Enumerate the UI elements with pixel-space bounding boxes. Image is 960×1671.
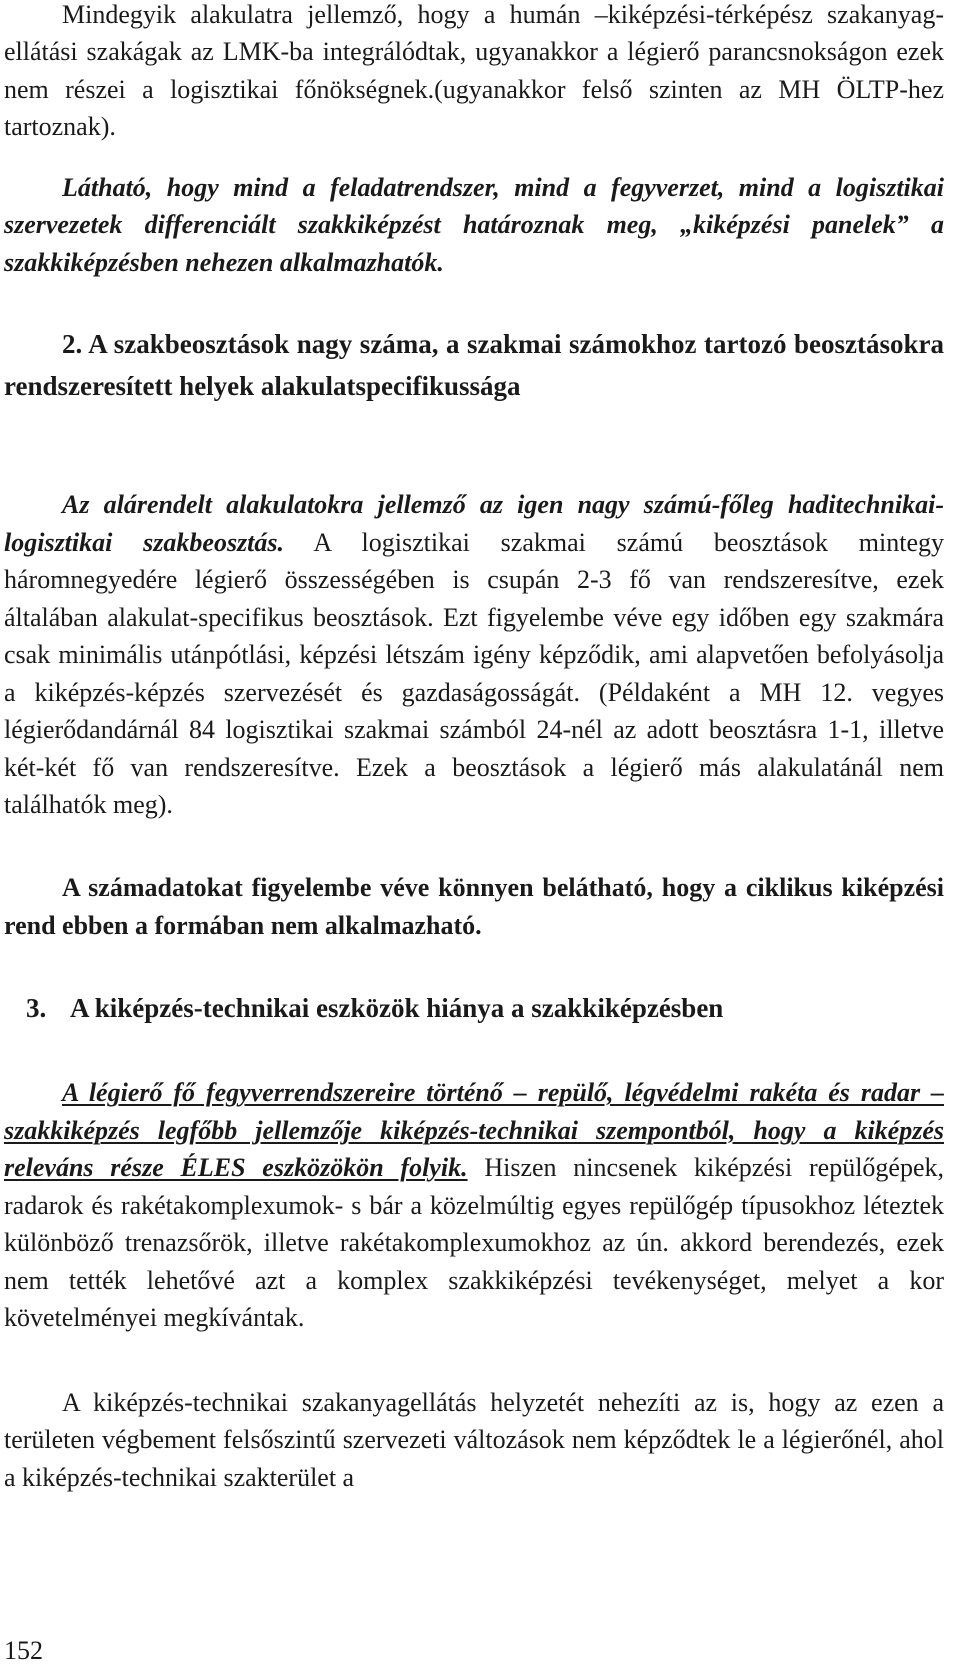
section-heading-3-text: A kiképzés-technikai eszközök hiánya a szakkiképzésben [70, 993, 724, 1023]
paragraph-specialist-positions [4, 486, 944, 824]
paragraph-training-panels-conclusion: Látható, hogy mind a feladatrendszer, mind a fegyverzet, mind a logisztikai szervezetek differenciált szakkiképzést határoznak meg, „kiképzési panelek” a szakkiképzésben nehezen alkalmazhatók. [4, 173, 944, 277]
section-heading-3-number: 3. [26, 993, 47, 1023]
section-heading-2: 2. A szakbeosztások nagy száma, a szakmai számokhoz tartozó beosztásokra rendszeresített helyek alakulatspecifikussága [4, 329, 944, 401]
paragraph-emphasis-underlined: A légierő fő fegyverrendszereire történő – repülő, légvédelmi rakéta és radar – szakkiképzés legfőbb jellemzője kiképzés-technikai szempontból, hogy a kiképzés releváns része ÉLES eszközökön folyik. [4, 1078, 944, 1183]
page-number: 152 [4, 1636, 43, 1665]
paragraph-cyclic-training-conclusion: A számadatokat figyelembe véve könnyen belátható, hogy a ciklikus kiképzési rend ebben a formában nem alkalmazható. [4, 873, 944, 940]
paragraph-live-equipment-training [4, 1074, 944, 1337]
section-heading-3 [4, 988, 944, 1028]
paragraph-body: A logisztikai szakmai számú beosztások mintegy háromnegyedére légierő összességében is csupán 2-3 fő van rendszeresítve, ezek általában alakulat-specifikus beosztások. Ezt figyelembe véve egy időben egy szakmára csak minimális utánpótlási, képzési létszám igény képződik, ami alapvetően befolyásolja a kiképzés-képzés szervezését és gazdaságosságát. (Példaként a MH 12. vegyes légierődandárnál 84 logisztikai szakmai számból 24-nél az adott beosztásra 1-1, illetve két-két fő van rendszeresítve. Ezek a beosztások a légierő más alakulatánál nem találhatók meg). [4, 527, 945, 820]
paragraph-lmk-integration: Mindegyik alakulatra jellemző, hogy a humán –kiképzési-térképész szakanyag-ellátási szakágak az LMK-ba integrálódtak, ugyanakkor a légierő parancsnokságon ezek nem részei a logisztikai főnökségnek.(ugyanakkor felső szinten az MH ÖLTP-hez tartoznak). [4, 0, 944, 142]
paragraph-emphasis: Az alárendelt alakulatokra jellemző az igen nagy számú-főleg haditechnikai-logisztikai szakbeosztás. [4, 490, 944, 557]
paragraph-equipment-supply: A kiképzés-technikai szakanyagellátás helyzetét nehezíti az is, hogy az ezen a területen végbement felsőszintű szervezeti változások nem képződtek le a légierőnél, ahol a kiképzés-technikai szakterület a [4, 1388, 944, 1492]
paragraph-body: Hiszen nincsenek kiképzési repülőgépek, radarok és rakétakomplexumok- s bár a közelmúltig egyes repülőgép típusokhoz léteztek különböző trenazsőrök, illetve rakétakomplexumokhoz az ún. akkord berendezés, ezek nem tették lehetővé azt a komplex szakkiképzési tevékenységet, melyet a kor követelményei megkívántak. [4, 1153, 944, 1333]
